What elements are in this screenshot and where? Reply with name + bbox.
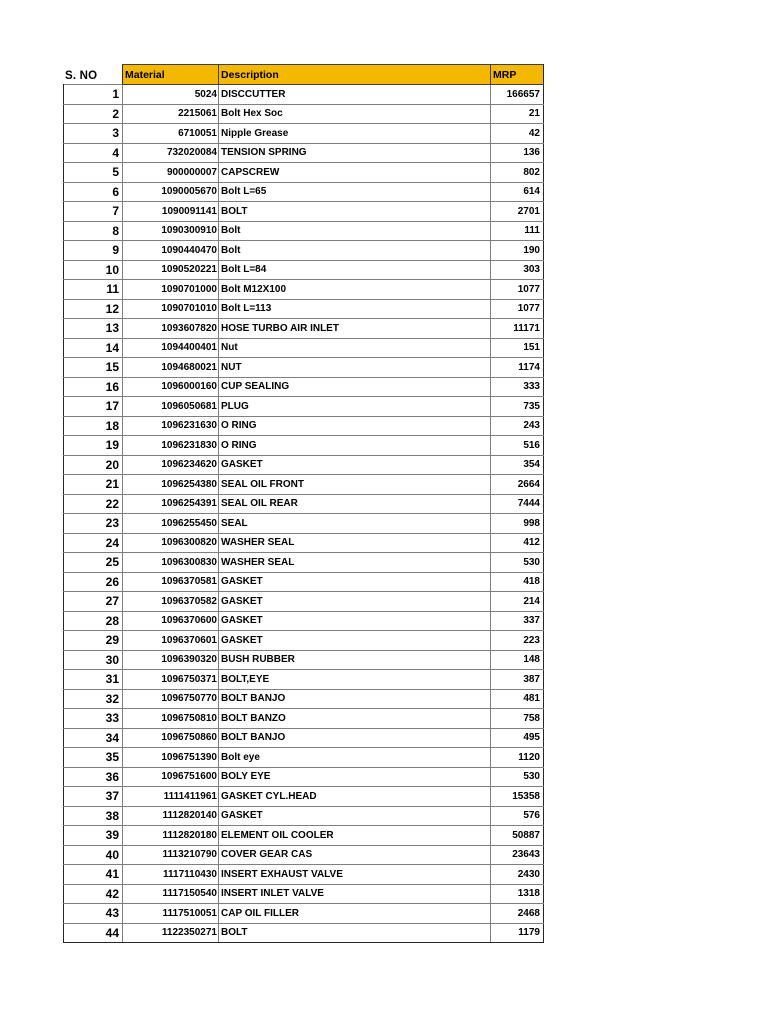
cell-material[interactable]: 1096300820 bbox=[123, 533, 219, 553]
cell-sno[interactable]: 3 bbox=[64, 124, 123, 144]
cell-material[interactable]: 1096254391 bbox=[123, 494, 219, 514]
cell-mrp[interactable]: 1318 bbox=[491, 884, 544, 904]
cell-description[interactable]: HOSE TURBO AIR INLET bbox=[219, 319, 491, 339]
table-row[interactable] bbox=[64, 592, 544, 612]
cell-description[interactable]: WASHER SEAL bbox=[219, 533, 491, 553]
cell-material[interactable]: 1096390320 bbox=[123, 650, 219, 670]
table-row[interactable] bbox=[64, 845, 544, 865]
table-row[interactable] bbox=[64, 85, 544, 105]
cell-description[interactable]: BOLY EYE bbox=[219, 767, 491, 787]
cell-material[interactable]: 1090440470 bbox=[123, 241, 219, 261]
cell-sno[interactable]: 28 bbox=[64, 611, 123, 631]
cell-mrp[interactable]: 15358 bbox=[491, 787, 544, 807]
cell-material[interactable]: 5024 bbox=[123, 85, 219, 105]
cell-material[interactable]: 1096234620 bbox=[123, 455, 219, 475]
cell-description[interactable]: GASKET bbox=[219, 631, 491, 651]
cell-mrp[interactable]: 998 bbox=[491, 514, 544, 534]
cell-material[interactable]: 1096751390 bbox=[123, 748, 219, 768]
cell-mrp[interactable]: 223 bbox=[491, 631, 544, 651]
cell-material[interactable]: 1096300830 bbox=[123, 553, 219, 573]
cell-mrp[interactable]: 495 bbox=[491, 728, 544, 748]
cell-mrp[interactable]: 214 bbox=[491, 592, 544, 612]
cell-mrp[interactable]: 1120 bbox=[491, 748, 544, 768]
cell-material[interactable]: 1096231830 bbox=[123, 436, 219, 456]
cell-mrp[interactable]: 111 bbox=[491, 221, 544, 241]
table-row[interactable] bbox=[64, 280, 544, 300]
cell-sno[interactable]: 12 bbox=[64, 299, 123, 319]
cell-mrp[interactable]: 190 bbox=[491, 241, 544, 261]
cell-material[interactable]: 1090520221 bbox=[123, 260, 219, 280]
table-row[interactable] bbox=[64, 221, 544, 241]
cell-material[interactable]: 1094680021 bbox=[123, 358, 219, 378]
table-row[interactable] bbox=[64, 884, 544, 904]
table-row[interactable] bbox=[64, 319, 544, 339]
cell-description[interactable]: NUT bbox=[219, 358, 491, 378]
cell-description[interactable]: Nut bbox=[219, 338, 491, 358]
cell-description[interactable]: SEAL OIL FRONT bbox=[219, 475, 491, 495]
cell-mrp[interactable]: 418 bbox=[491, 572, 544, 592]
cell-mrp[interactable]: 23643 bbox=[491, 845, 544, 865]
column-header-mrp[interactable]: MRP bbox=[491, 65, 544, 85]
cell-description[interactable]: Bolt L=65 bbox=[219, 182, 491, 202]
table-row[interactable] bbox=[64, 260, 544, 280]
cell-sno[interactable]: 32 bbox=[64, 689, 123, 709]
cell-mrp[interactable]: 354 bbox=[491, 455, 544, 475]
cell-sno[interactable]: 36 bbox=[64, 767, 123, 787]
cell-sno[interactable]: 5 bbox=[64, 163, 123, 183]
cell-sno[interactable]: 10 bbox=[64, 260, 123, 280]
table-row[interactable] bbox=[64, 865, 544, 885]
table-row[interactable] bbox=[64, 163, 544, 183]
column-header-description[interactable]: Description bbox=[219, 65, 491, 85]
column-header-sno[interactable] bbox=[64, 65, 123, 85]
cell-sno[interactable]: 22 bbox=[64, 494, 123, 514]
cell-mrp[interactable]: 2430 bbox=[491, 865, 544, 885]
cell-description[interactable]: CAP OIL FILLER bbox=[219, 904, 491, 924]
cell-material[interactable]: 900000007 bbox=[123, 163, 219, 183]
cell-sno[interactable]: 16 bbox=[64, 377, 123, 397]
table-row[interactable] bbox=[64, 241, 544, 261]
cell-material[interactable]: 1113210790 bbox=[123, 845, 219, 865]
cell-mrp[interactable]: 614 bbox=[491, 182, 544, 202]
cell-description[interactable]: SEAL bbox=[219, 514, 491, 534]
cell-material[interactable]: 1096750860 bbox=[123, 728, 219, 748]
cell-description[interactable]: O RING bbox=[219, 416, 491, 436]
cell-mrp[interactable]: 333 bbox=[491, 377, 544, 397]
cell-description[interactable]: Bolt L=84 bbox=[219, 260, 491, 280]
cell-material[interactable]: 1111411961 bbox=[123, 787, 219, 807]
table-row[interactable] bbox=[64, 923, 544, 943]
cell-material[interactable]: 732020084 bbox=[123, 143, 219, 163]
cell-mrp[interactable]: 1174 bbox=[491, 358, 544, 378]
cell-material[interactable]: 1090701010 bbox=[123, 299, 219, 319]
cell-material[interactable]: 2215061 bbox=[123, 104, 219, 124]
cell-material[interactable]: 1096000160 bbox=[123, 377, 219, 397]
cell-material[interactable]: 1096751600 bbox=[123, 767, 219, 787]
cell-mrp[interactable]: 337 bbox=[491, 611, 544, 631]
cell-sno[interactable]: 44 bbox=[64, 923, 123, 943]
cell-mrp[interactable]: 387 bbox=[491, 670, 544, 690]
cell-material[interactable]: 1096255450 bbox=[123, 514, 219, 534]
table-row[interactable] bbox=[64, 650, 544, 670]
cell-sno[interactable]: 1 bbox=[64, 85, 123, 105]
cell-sno[interactable]: 17 bbox=[64, 397, 123, 417]
table-row[interactable] bbox=[64, 202, 544, 222]
table-header-row bbox=[64, 65, 544, 85]
cell-sno[interactable]: 6 bbox=[64, 182, 123, 202]
cell-sno[interactable]: 33 bbox=[64, 709, 123, 729]
table-header bbox=[64, 65, 544, 85]
cell-sno[interactable]: 11 bbox=[64, 280, 123, 300]
cell-material[interactable]: 1112820140 bbox=[123, 806, 219, 826]
cell-sno[interactable]: 21 bbox=[64, 475, 123, 495]
parts-table-container bbox=[63, 64, 543, 943]
cell-material[interactable]: 1096370600 bbox=[123, 611, 219, 631]
cell-sno[interactable]: 25 bbox=[64, 553, 123, 573]
cell-material[interactable]: 1096370601 bbox=[123, 631, 219, 651]
table-body bbox=[64, 85, 544, 943]
column-header-material[interactable]: Material bbox=[123, 65, 219, 85]
cell-sno[interactable]: 35 bbox=[64, 748, 123, 768]
cell-sno[interactable]: 14 bbox=[64, 338, 123, 358]
cell-description[interactable]: GASKET CYL.HEAD bbox=[219, 787, 491, 807]
cell-description[interactable]: INSERT EXHAUST VALVE bbox=[219, 865, 491, 885]
cell-description[interactable]: BOLT BANJO bbox=[219, 728, 491, 748]
cell-sno[interactable]: 34 bbox=[64, 728, 123, 748]
table-row[interactable] bbox=[64, 631, 544, 651]
table-row[interactable] bbox=[64, 436, 544, 456]
cell-mrp[interactable]: 2701 bbox=[491, 202, 544, 222]
cell-description[interactable]: COVER GEAR CAS bbox=[219, 845, 491, 865]
cell-sno[interactable]: 31 bbox=[64, 670, 123, 690]
cell-sno[interactable]: 23 bbox=[64, 514, 123, 534]
cell-sno[interactable]: 38 bbox=[64, 806, 123, 826]
table-row[interactable] bbox=[64, 553, 544, 573]
cell-description[interactable]: CAPSCREW bbox=[219, 163, 491, 183]
cell-material[interactable]: 1090300910 bbox=[123, 221, 219, 241]
table-row[interactable] bbox=[64, 338, 544, 358]
sno-column-title: S. NO bbox=[65, 70, 98, 82]
cell-mrp[interactable]: 50887 bbox=[491, 826, 544, 846]
table-row[interactable] bbox=[64, 709, 544, 729]
cell-description[interactable]: WASHER SEAL bbox=[219, 553, 491, 573]
cell-sno[interactable]: 27 bbox=[64, 592, 123, 612]
cell-description[interactable]: Bolt bbox=[219, 241, 491, 261]
cell-sno[interactable]: 13 bbox=[64, 319, 123, 339]
cell-sno[interactable]: 37 bbox=[64, 787, 123, 807]
cell-description[interactable]: GASKET bbox=[219, 806, 491, 826]
cell-description[interactable]: PLUG bbox=[219, 397, 491, 417]
table-row[interactable] bbox=[64, 377, 544, 397]
cell-description[interactable]: BUSH RUBBER bbox=[219, 650, 491, 670]
cell-description[interactable]: BOLT BANJO bbox=[219, 689, 491, 709]
cell-mrp[interactable]: 802 bbox=[491, 163, 544, 183]
table-row[interactable] bbox=[64, 533, 544, 553]
table-row[interactable] bbox=[64, 494, 544, 514]
cell-mrp[interactable]: 21 bbox=[491, 104, 544, 124]
cell-mrp[interactable]: 1179 bbox=[491, 923, 544, 943]
cell-mrp[interactable]: 530 bbox=[491, 553, 544, 573]
cell-sno[interactable]: 18 bbox=[64, 416, 123, 436]
cell-mrp[interactable]: 2468 bbox=[491, 904, 544, 924]
cell-sno[interactable]: 9 bbox=[64, 241, 123, 261]
cell-description[interactable]: Bolt L=113 bbox=[219, 299, 491, 319]
cell-mrp[interactable]: 1077 bbox=[491, 280, 544, 300]
cell-description[interactable]: Bolt bbox=[219, 221, 491, 241]
table-row[interactable] bbox=[64, 299, 544, 319]
cell-mrp[interactable]: 303 bbox=[491, 260, 544, 280]
table-row[interactable] bbox=[64, 728, 544, 748]
cell-material[interactable]: 1096750371 bbox=[123, 670, 219, 690]
cell-sno[interactable]: 39 bbox=[64, 826, 123, 846]
cell-description[interactable]: BOLT bbox=[219, 202, 491, 222]
cell-material[interactable]: 1122350271 bbox=[123, 923, 219, 943]
cell-material[interactable]: 1090091141 bbox=[123, 202, 219, 222]
cell-description[interactable]: Bolt Hex Soc bbox=[219, 104, 491, 124]
cell-description[interactable]: CUP SEALING bbox=[219, 377, 491, 397]
cell-mrp[interactable]: 758 bbox=[491, 709, 544, 729]
table-row[interactable] bbox=[64, 611, 544, 631]
cell-material[interactable]: 1096370582 bbox=[123, 592, 219, 612]
cell-mrp[interactable]: 136 bbox=[491, 143, 544, 163]
cell-sno[interactable]: 2 bbox=[64, 104, 123, 124]
cell-description[interactable]: INSERT INLET VALVE bbox=[219, 884, 491, 904]
cell-material[interactable]: 1096370581 bbox=[123, 572, 219, 592]
table-row[interactable] bbox=[64, 748, 544, 768]
cell-sno[interactable]: 19 bbox=[64, 436, 123, 456]
cell-description[interactable]: BOLT bbox=[219, 923, 491, 943]
cell-mrp[interactable]: 148 bbox=[491, 650, 544, 670]
cell-material[interactable]: 1117150540 bbox=[123, 884, 219, 904]
cell-mrp[interactable]: 481 bbox=[491, 689, 544, 709]
table-row[interactable] bbox=[64, 689, 544, 709]
table-row[interactable] bbox=[64, 455, 544, 475]
cell-description[interactable]: ELEMENT OIL COOLER bbox=[219, 826, 491, 846]
cell-description[interactable]: GASKET bbox=[219, 611, 491, 631]
cell-material[interactable]: 1117110430 bbox=[123, 865, 219, 885]
cell-material[interactable]: 1096050681 bbox=[123, 397, 219, 417]
cell-material[interactable]: 1094400401 bbox=[123, 338, 219, 358]
cell-sno[interactable]: 24 bbox=[64, 533, 123, 553]
cell-material[interactable]: 1096750810 bbox=[123, 709, 219, 729]
table-row[interactable] bbox=[64, 806, 544, 826]
cell-description[interactable]: TENSION SPRING bbox=[219, 143, 491, 163]
cell-sno[interactable]: 26 bbox=[64, 572, 123, 592]
table-row[interactable] bbox=[64, 826, 544, 846]
cell-description[interactable]: O RING bbox=[219, 436, 491, 456]
cell-sno[interactable]: 29 bbox=[64, 631, 123, 651]
table-row[interactable] bbox=[64, 358, 544, 378]
cell-sno[interactable]: 43 bbox=[64, 904, 123, 924]
table-row[interactable] bbox=[64, 143, 544, 163]
table-row[interactable] bbox=[64, 670, 544, 690]
cell-description[interactable]: GASKET bbox=[219, 572, 491, 592]
cell-material[interactable]: 1090701000 bbox=[123, 280, 219, 300]
cell-description[interactable]: GASKET bbox=[219, 455, 491, 475]
cell-sno[interactable]: 40 bbox=[64, 845, 123, 865]
table-row[interactable] bbox=[64, 904, 544, 924]
cell-mrp[interactable]: 412 bbox=[491, 533, 544, 553]
cell-description[interactable]: Nipple Grease bbox=[219, 124, 491, 144]
cell-sno[interactable]: 30 bbox=[64, 650, 123, 670]
cell-mrp[interactable]: 42 bbox=[491, 124, 544, 144]
cell-sno[interactable]: 41 bbox=[64, 865, 123, 885]
cell-mrp[interactable]: 530 bbox=[491, 767, 544, 787]
cell-description[interactable]: DISCCUTTER bbox=[219, 85, 491, 105]
cell-material[interactable]: 1090005670 bbox=[123, 182, 219, 202]
cell-material[interactable]: 1117510051 bbox=[123, 904, 219, 924]
cell-description[interactable]: BOLT,EYE bbox=[219, 670, 491, 690]
cell-mrp[interactable]: 243 bbox=[491, 416, 544, 436]
cell-sno[interactable]: 20 bbox=[64, 455, 123, 475]
table-row[interactable] bbox=[64, 416, 544, 436]
table-row[interactable] bbox=[64, 767, 544, 787]
cell-mrp[interactable]: 576 bbox=[491, 806, 544, 826]
table-row[interactable] bbox=[64, 397, 544, 417]
cell-mrp[interactable]: 2664 bbox=[491, 475, 544, 495]
cell-mrp[interactable]: 735 bbox=[491, 397, 544, 417]
cell-sno[interactable]: 8 bbox=[64, 221, 123, 241]
table-row[interactable] bbox=[64, 475, 544, 495]
table-row[interactable] bbox=[64, 787, 544, 807]
table-row[interactable] bbox=[64, 104, 544, 124]
cell-description[interactable]: GASKET bbox=[219, 592, 491, 612]
table-row[interactable] bbox=[64, 514, 544, 534]
cell-description[interactable]: SEAL OIL REAR bbox=[219, 494, 491, 514]
table-row[interactable] bbox=[64, 182, 544, 202]
cell-description[interactable]: Bolt M12X100 bbox=[219, 280, 491, 300]
cell-mrp[interactable]: 151 bbox=[491, 338, 544, 358]
cell-sno[interactable]: 42 bbox=[64, 884, 123, 904]
cell-sno[interactable]: 15 bbox=[64, 358, 123, 378]
cell-material[interactable]: 1096231630 bbox=[123, 416, 219, 436]
cell-material[interactable]: 1096254380 bbox=[123, 475, 219, 495]
cell-mrp[interactable]: 11171 bbox=[491, 319, 544, 339]
cell-description[interactable]: Bolt eye bbox=[219, 748, 491, 768]
cell-material[interactable]: 1096750770 bbox=[123, 689, 219, 709]
parts-table bbox=[63, 64, 544, 943]
cell-material[interactable]: 1112820180 bbox=[123, 826, 219, 846]
cell-sno[interactable]: 7 bbox=[64, 202, 123, 222]
cell-description[interactable]: BOLT BANZO bbox=[219, 709, 491, 729]
table-row[interactable] bbox=[64, 124, 544, 144]
cell-material[interactable]: 1093607820 bbox=[123, 319, 219, 339]
cell-material[interactable]: 6710051 bbox=[123, 124, 219, 144]
cell-sno[interactable]: 4 bbox=[64, 143, 123, 163]
cell-mrp[interactable]: 166657 bbox=[491, 85, 544, 105]
table-row[interactable] bbox=[64, 572, 544, 592]
cell-mrp[interactable]: 7444 bbox=[491, 494, 544, 514]
cell-mrp[interactable]: 516 bbox=[491, 436, 544, 456]
cell-mrp[interactable]: 1077 bbox=[491, 299, 544, 319]
